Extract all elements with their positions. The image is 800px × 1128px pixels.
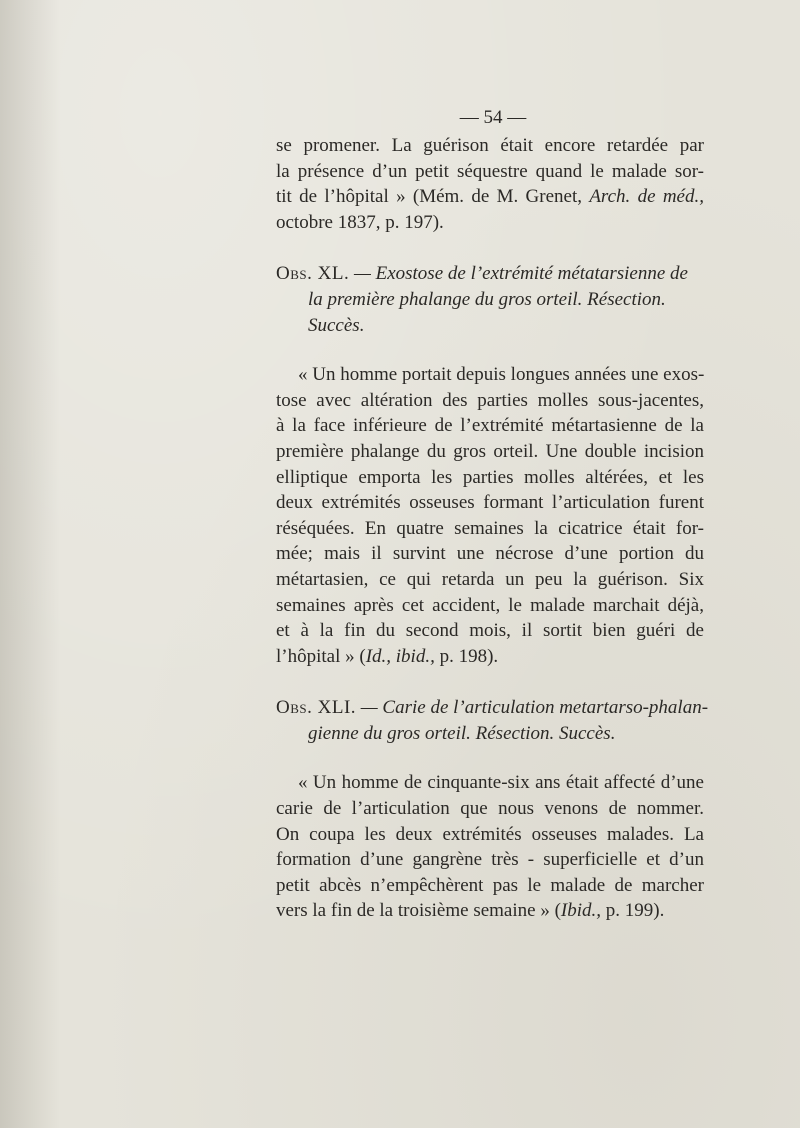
text-line: se promener. La guérison était encore retardée par xyxy=(276,135,704,156)
text-line: carie de l’articulation que nous venons de nommer. xyxy=(276,798,704,820)
observation-40-heading xyxy=(276,261,704,338)
page-text-block xyxy=(276,105,709,924)
text-segment: p. 198). xyxy=(434,645,499,667)
observation-heading-line xyxy=(276,697,708,718)
text-line: à la face inférieure de l’extrémité métartasienne de la xyxy=(276,415,704,437)
text-line: mée; mais il survint une nécrose d’une portion du xyxy=(276,543,704,565)
text-line: petit abcès n’empêchèrent pas le malade de marcher xyxy=(276,874,704,896)
text-line: semaines après cet accident, le malade marchait déjà, xyxy=(276,594,704,616)
text-line: métartasien, ce qui retarda un peu la guérison. Six xyxy=(276,568,704,590)
text-line: deux extrémités osseuses formant l’articulation furent xyxy=(276,492,704,514)
citation-italic: Id., ibid., xyxy=(365,645,435,667)
text-line: On coupa les deux extrémités osseuses malades. La xyxy=(276,823,704,845)
text-line: la présence d’un petit séquestre quand le malade sor- xyxy=(276,160,704,182)
observation-title-continued: gienne du gros orteil. Résection. Succès. xyxy=(308,722,616,744)
text-line xyxy=(276,644,704,670)
observation-title-continued: la première phalange du gros orteil. Résection. xyxy=(308,288,666,310)
text-line: elliptique emporta les parties molles altérées, et les xyxy=(276,466,704,488)
page-number: — 54 — xyxy=(459,107,527,128)
citation-italic: Ibid., xyxy=(560,900,602,922)
observation-number: Obs. XL. xyxy=(276,263,350,285)
text-line: tose avec altération des parties molles sous-jacentes, xyxy=(276,389,704,411)
observation-41-body xyxy=(276,770,704,924)
text-line xyxy=(276,898,704,924)
text-line: octobre 1837, p. 197). xyxy=(276,211,444,233)
observation-number: Obs. XLI. xyxy=(276,697,357,719)
observation-40-body xyxy=(276,362,704,669)
text-line: « Un homme de cinquante-six ans était affecté d’une xyxy=(298,772,704,794)
observation-title: — Carie de l’articulation metartarso-phalan- xyxy=(360,697,709,719)
text-segment: l’hôpital » ( xyxy=(276,645,366,667)
text-segment: tit de l’hôpital » (Mém. de M. Grenet, xyxy=(276,186,590,208)
text-line xyxy=(276,184,704,210)
observation-41-heading xyxy=(276,695,709,746)
observation-title: — Exostose de l’extrémité métatarsienne de xyxy=(353,263,688,285)
text-line: première phalange du gros orteil. Une double incision xyxy=(276,440,704,462)
text-segment: vers la fin de la troisième semaine » ( xyxy=(276,900,561,922)
observation-heading-line xyxy=(276,263,688,284)
observation-title-continued: Succès. xyxy=(308,314,365,336)
text-line: « Un homme portait depuis longues années une exos- xyxy=(298,364,705,386)
text-line: réséquées. En quatre semaines la cicatrice était for- xyxy=(276,517,704,539)
continuation-paragraph xyxy=(276,133,704,235)
text-segment: p. 199). xyxy=(601,900,665,922)
page-spine-shadow xyxy=(0,0,60,1128)
citation-italic: Arch. de méd., xyxy=(589,186,704,208)
text-line: et à la fin du second mois, il sortit bien guéri de xyxy=(276,620,704,642)
text-line: formation d’une gangrène très - superficielle et d’un xyxy=(276,849,704,871)
